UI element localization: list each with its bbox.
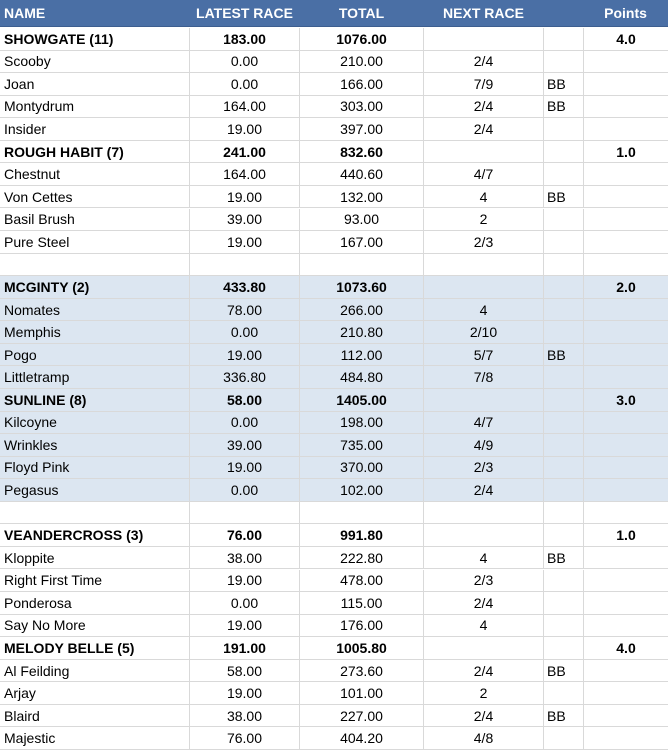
cell-latest-race[interactable]: 58.00 <box>190 389 300 411</box>
cell-total[interactable]: 112.00 <box>300 344 424 366</box>
cell-points[interactable] <box>584 73 668 95</box>
cell-name[interactable]: Memphis <box>0 321 190 343</box>
cell-latest-race[interactable]: 0.00 <box>190 51 300 73</box>
cell-next-race[interactable]: 2/4 <box>424 51 544 73</box>
cell-points[interactable] <box>584 660 668 682</box>
cell-name[interactable]: Al Feilding <box>0 660 190 682</box>
cell-total[interactable]: 102.00 <box>300 479 424 501</box>
cell-latest-race[interactable]: 0.00 <box>190 321 300 343</box>
table-row <box>0 118 668 141</box>
cell-extra[interactable] <box>544 321 584 343</box>
table-row <box>0 592 668 615</box>
cell-total[interactable]: 1076.00 <box>300 28 424 50</box>
cell-points[interactable]: 4.0 <box>616 639 636 656</box>
table-row <box>0 344 668 367</box>
header-points[interactable]: Points <box>584 0 668 26</box>
table-row <box>0 231 668 254</box>
cell-total[interactable] <box>300 502 424 524</box>
cell-name[interactable]: Pegasus <box>0 479 190 501</box>
cell-next-race[interactable]: 2 <box>424 209 544 231</box>
cell-name[interactable]: Insider <box>0 118 190 140</box>
header-total[interactable]: TOTAL <box>300 0 424 26</box>
cell-latest-race[interactable]: 19.00 <box>190 186 300 208</box>
cell-next-race[interactable]: 2/3 <box>424 570 544 592</box>
cell-total[interactable]: 93.00 <box>300 209 424 231</box>
cell-extra[interactable] <box>544 592 584 614</box>
cell-name[interactable]: Kilcoyne <box>0 412 190 434</box>
header-row <box>0 0 668 27</box>
cell-extra[interactable] <box>544 254 584 276</box>
team-row <box>0 28 668 51</box>
cell-name[interactable]: Von Cettes <box>0 186 190 208</box>
table-row <box>0 96 668 119</box>
cell-total[interactable]: 1405.00 <box>300 389 424 411</box>
cell-name[interactable]: MELODY BELLE (5) <box>0 637 190 659</box>
cell-name[interactable]: Pure Steel <box>0 231 190 253</box>
cell-next-race[interactable]: 2 <box>424 682 544 704</box>
cell-latest-race[interactable]: 58.00 <box>190 660 300 682</box>
cell-name[interactable]: Majestic <box>0 727 190 749</box>
cell-points[interactable] <box>584 547 668 569</box>
header-latest-race[interactable]: LATEST RACE <box>190 0 300 26</box>
cell-name[interactable]: Say No More <box>0 615 190 637</box>
cell-next-race[interactable]: 4/8 <box>424 727 544 749</box>
cell-total[interactable]: 266.00 <box>300 299 424 321</box>
cell-latest-race[interactable] <box>190 254 300 276</box>
cell-points[interactable] <box>584 299 668 321</box>
table-row <box>0 434 668 457</box>
table-row <box>0 209 668 232</box>
cell-name[interactable]: Nomates <box>0 299 190 321</box>
cell-next-race[interactable]: 4/9 <box>424 434 544 456</box>
header-name[interactable]: NAME <box>0 0 190 26</box>
cell-name[interactable]: Right First Time <box>0 570 190 592</box>
team-row <box>0 389 668 412</box>
cell-next-race[interactable]: 2/3 <box>424 457 544 479</box>
cell-extra[interactable] <box>544 276 584 298</box>
cell-points[interactable] <box>584 344 668 366</box>
cell-extra[interactable] <box>544 51 584 73</box>
cell-name[interactable]: Scooby <box>0 51 190 73</box>
cell-points[interactable]: 4.0 <box>616 30 636 47</box>
cell-total[interactable]: 478.00 <box>300 570 424 592</box>
cell-total[interactable]: 176.00 <box>300 615 424 637</box>
cell-latest-race[interactable]: 38.00 <box>190 705 300 727</box>
cell-extra[interactable]: BB <box>544 186 584 208</box>
cell-latest-race[interactable]: 336.80 <box>190 366 300 388</box>
cell-latest-race[interactable]: 19.00 <box>190 344 300 366</box>
cell-extra[interactable] <box>544 434 584 456</box>
cell-latest-race[interactable]: 241.00 <box>190 141 300 163</box>
cell-next-race[interactable]: 2/4 <box>424 705 544 727</box>
cell-extra[interactable] <box>544 637 584 659</box>
cell-extra[interactable] <box>544 524 584 546</box>
table-row <box>0 570 668 593</box>
cell-next-race[interactable] <box>424 502 544 524</box>
cell-latest-race[interactable]: 164.00 <box>190 96 300 118</box>
cell-points[interactable] <box>584 96 668 118</box>
cell-points[interactable] <box>584 118 668 140</box>
cell-latest-race[interactable]: 19.00 <box>190 231 300 253</box>
cell-name[interactable]: SUNLINE (8) <box>0 389 190 411</box>
cell-extra[interactable]: BB <box>544 705 584 727</box>
cell-extra[interactable]: BB <box>544 73 584 95</box>
header-next-race[interactable]: NEXT RACE <box>424 0 544 26</box>
cell-next-race[interactable] <box>424 524 544 546</box>
cell-extra[interactable] <box>544 502 584 524</box>
cell-latest-race[interactable]: 19.00 <box>190 615 300 637</box>
cell-total[interactable]: 397.00 <box>300 118 424 140</box>
cell-name[interactable]: SHOWGATE (11) <box>0 28 190 50</box>
cell-extra[interactable] <box>544 412 584 434</box>
cell-points[interactable] <box>584 231 668 253</box>
cell-total[interactable]: 115.00 <box>300 592 424 614</box>
cell-next-race[interactable]: 4 <box>424 615 544 637</box>
cell-total[interactable]: 222.80 <box>300 547 424 569</box>
cell-latest-race[interactable]: 19.00 <box>190 457 300 479</box>
cell-points[interactable] <box>584 705 668 727</box>
cell-next-race[interactable] <box>424 637 544 659</box>
table-row <box>0 615 668 638</box>
cell-name[interactable]: Joan <box>0 73 190 95</box>
cell-latest-race[interactable]: 191.00 <box>190 637 300 659</box>
cell-extra[interactable] <box>544 141 584 163</box>
cell-name[interactable]: ROUGH HABIT (7) <box>0 141 190 163</box>
cell-points[interactable] <box>584 209 668 231</box>
team-row <box>0 637 668 660</box>
cell-latest-race[interactable]: 0.00 <box>190 592 300 614</box>
cell-next-race[interactable]: 2/4 <box>424 96 544 118</box>
cell-total[interactable]: 227.00 <box>300 705 424 727</box>
cell-next-race[interactable] <box>424 254 544 276</box>
cell-latest-race[interactable]: 39.00 <box>190 209 300 231</box>
cell-points[interactable] <box>584 502 668 524</box>
cell-total[interactable]: 1005.80 <box>300 637 424 659</box>
table-row <box>0 51 668 74</box>
blank-row <box>0 502 668 525</box>
cell-extra[interactable] <box>544 366 584 388</box>
cell-points[interactable] <box>584 592 668 614</box>
table-row <box>0 299 668 322</box>
table-row <box>0 186 668 209</box>
cell-next-race[interactable] <box>424 28 544 50</box>
cell-extra[interactable] <box>544 615 584 637</box>
cell-name[interactable]: MCGINTY (2) <box>0 276 190 298</box>
header-extra[interactable] <box>544 0 584 26</box>
cell-total[interactable]: 440.60 <box>300 163 424 185</box>
cell-name[interactable]: Pogo <box>0 344 190 366</box>
cell-extra[interactable] <box>544 231 584 253</box>
cell-name[interactable]: Wrinkles <box>0 434 190 456</box>
cell-total[interactable]: 210.80 <box>300 321 424 343</box>
cell-next-race[interactable]: 2/10 <box>424 321 544 343</box>
cell-points[interactable] <box>584 163 668 185</box>
cell-points[interactable] <box>584 457 668 479</box>
cell-total[interactable] <box>300 254 424 276</box>
cell-extra[interactable] <box>544 163 584 185</box>
cell-next-race[interactable]: 4 <box>424 547 544 569</box>
cell-points[interactable] <box>584 186 668 208</box>
cell-next-race[interactable]: 7/9 <box>424 73 544 95</box>
cell-points[interactable] <box>584 727 668 749</box>
cell-extra[interactable] <box>544 479 584 501</box>
cell-extra[interactable]: BB <box>544 96 584 118</box>
cell-next-race[interactable]: 4/7 <box>424 163 544 185</box>
cell-points[interactable]: 1.0 <box>616 527 636 544</box>
cell-total[interactable]: 991.80 <box>300 524 424 546</box>
table-row <box>0 705 668 728</box>
table-row <box>0 321 668 344</box>
cell-latest-race[interactable]: 76.00 <box>190 524 300 546</box>
cell-total[interactable]: 167.00 <box>300 231 424 253</box>
cell-latest-race[interactable]: 183.00 <box>190 28 300 50</box>
cell-total[interactable]: 273.60 <box>300 660 424 682</box>
cell-latest-race[interactable]: 0.00 <box>190 479 300 501</box>
table-row <box>0 412 668 435</box>
cell-extra[interactable]: BB <box>544 344 584 366</box>
cell-next-race[interactable]: 2/4 <box>424 660 544 682</box>
cell-next-race[interactable] <box>424 389 544 411</box>
cell-points[interactable] <box>584 682 668 704</box>
cell-name[interactable]: Arjay <box>0 682 190 704</box>
cell-total[interactable]: 735.00 <box>300 434 424 456</box>
team-row <box>0 141 668 164</box>
cell-extra[interactable] <box>544 682 584 704</box>
cell-extra[interactable] <box>544 299 584 321</box>
cell-total[interactable]: 404.20 <box>300 727 424 749</box>
cell-total[interactable]: 370.00 <box>300 457 424 479</box>
table-row <box>0 457 668 480</box>
table-row <box>0 727 668 750</box>
cell-next-race[interactable]: 4/7 <box>424 412 544 434</box>
cell-latest-race[interactable] <box>190 502 300 524</box>
cell-next-race[interactable] <box>424 141 544 163</box>
cell-points[interactable]: 1.0 <box>616 143 636 160</box>
cell-points[interactable] <box>584 51 668 73</box>
cell-points[interactable]: 3.0 <box>616 391 636 408</box>
cell-total[interactable]: 484.80 <box>300 366 424 388</box>
cell-points[interactable] <box>584 479 668 501</box>
table-row <box>0 682 668 705</box>
cell-name[interactable]: Littletramp <box>0 366 190 388</box>
cell-total[interactable]: 101.00 <box>300 682 424 704</box>
cell-name[interactable]: Montydrum <box>0 96 190 118</box>
team-row <box>0 524 668 547</box>
cell-extra[interactable] <box>544 457 584 479</box>
cell-points[interactable] <box>584 570 668 592</box>
cell-next-race[interactable]: 2/4 <box>424 479 544 501</box>
table-row <box>0 660 668 683</box>
cell-extra[interactable]: BB <box>544 660 584 682</box>
cell-name[interactable]: Ponderosa <box>0 592 190 614</box>
cell-extra[interactable] <box>544 28 584 50</box>
cell-latest-race[interactable]: 19.00 <box>190 570 300 592</box>
cell-name[interactable]: Blaird <box>0 705 190 727</box>
cell-total[interactable]: 210.00 <box>300 51 424 73</box>
cell-total[interactable]: 198.00 <box>300 412 424 434</box>
cell-latest-race[interactable]: 433.80 <box>190 276 300 298</box>
cell-latest-race[interactable]: 0.00 <box>190 73 300 95</box>
table-row <box>0 73 668 96</box>
cell-extra[interactable] <box>544 389 584 411</box>
cell-next-race[interactable]: 4 <box>424 299 544 321</box>
team-row <box>0 276 668 299</box>
cell-name[interactable]: Floyd Pink <box>0 457 190 479</box>
cell-points[interactable]: 2.0 <box>616 278 636 295</box>
table-row <box>0 547 668 570</box>
cell-name[interactable]: Chestnut <box>0 163 190 185</box>
cell-total[interactable]: 166.00 <box>300 73 424 95</box>
cell-latest-race[interactable]: 0.00 <box>190 412 300 434</box>
cell-latest-race[interactable]: 39.00 <box>190 434 300 456</box>
table-row <box>0 163 668 186</box>
cell-extra[interactable] <box>544 727 584 749</box>
blank-row <box>0 254 668 277</box>
cell-next-race[interactable]: 5/7 <box>424 344 544 366</box>
cell-next-race[interactable]: 7/8 <box>424 366 544 388</box>
cell-total[interactable]: 832.60 <box>300 141 424 163</box>
cell-name[interactable]: VEANDERCROSS (3) <box>0 524 190 546</box>
cell-name[interactable] <box>0 254 190 276</box>
cell-latest-race[interactable]: 76.00 <box>190 727 300 749</box>
cell-latest-race[interactable]: 78.00 <box>190 299 300 321</box>
cell-next-race[interactable]: 2/4 <box>424 118 544 140</box>
cell-points[interactable] <box>584 412 668 434</box>
cell-extra[interactable]: BB <box>544 547 584 569</box>
cell-points[interactable] <box>584 434 668 456</box>
cell-latest-race[interactable]: 38.00 <box>190 547 300 569</box>
cell-extra[interactable] <box>544 570 584 592</box>
table-row <box>0 479 668 502</box>
cell-points[interactable] <box>584 321 668 343</box>
cell-total[interactable]: 132.00 <box>300 186 424 208</box>
cell-points[interactable] <box>584 254 668 276</box>
cell-next-race[interactable]: 4 <box>424 186 544 208</box>
cell-next-race[interactable]: 2/3 <box>424 231 544 253</box>
cell-name[interactable]: Basil Brush <box>0 209 190 231</box>
cell-latest-race[interactable]: 19.00 <box>190 682 300 704</box>
cell-next-race[interactable]: 2/4 <box>424 592 544 614</box>
cell-next-race[interactable] <box>424 276 544 298</box>
cell-total[interactable]: 303.00 <box>300 96 424 118</box>
cell-extra[interactable] <box>544 118 584 140</box>
cell-name[interactable]: Kloppite <box>0 547 190 569</box>
cell-name[interactable] <box>0 502 190 524</box>
cell-extra[interactable] <box>544 209 584 231</box>
cell-points[interactable] <box>584 615 668 637</box>
cell-latest-race[interactable]: 164.00 <box>190 163 300 185</box>
cell-latest-race[interactable]: 19.00 <box>190 118 300 140</box>
cell-points[interactable] <box>584 366 668 388</box>
cell-total[interactable]: 1073.60 <box>300 276 424 298</box>
table-row <box>0 366 668 389</box>
